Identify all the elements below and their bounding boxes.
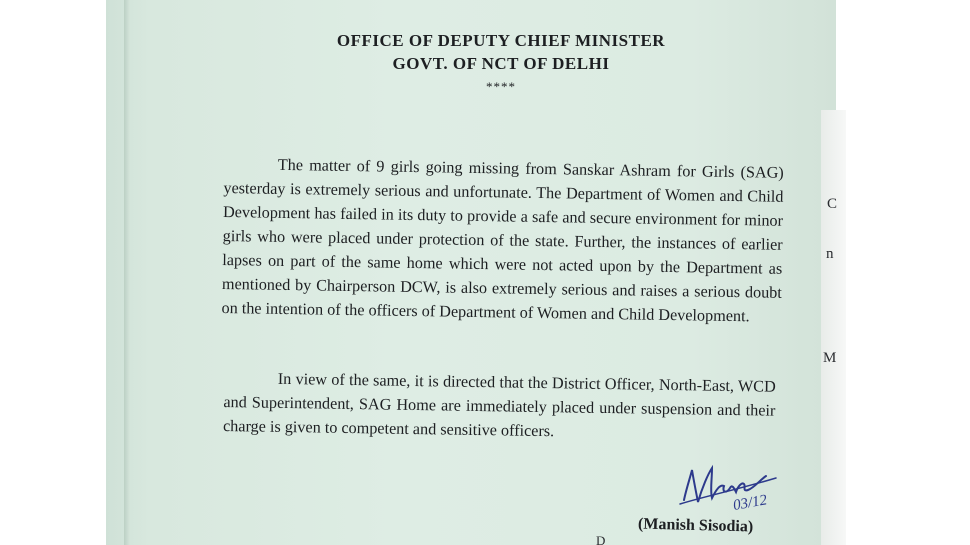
document-photo	[106, 0, 836, 545]
signer-name: (Manish Sisodia)	[637, 515, 754, 536]
body-paragraph-1: The matter of 9 girls going missing from Sanskar Ashram for Girls (SAG) yesterday is extremely serious and unfortunate. The Department of Women and Child Development has failed in its duty to provide a safe and secure environment for minor girls who were placed under protection of the state. Further, the instances of earlier lapses on part of the same home which were not acted upon by the Department as mentioned by Chairperson DCW, is also extremely serious and raises a serious doubt on the intention of the officers of Department of Women and Child Development.	[221, 155, 784, 326]
neighbor-page	[821, 110, 846, 545]
body-paragraph-2: In view of the same, it is directed that the District Officer, North-East, WCD and Superintendent, SAG Home are immediately placed under suspension and their charge is given to competent and sensitive officers.	[222, 369, 776, 441]
letterhead-govt: GOVT. OF NCT OF DELHI	[392, 54, 610, 73]
neighbor-fragment-1: C	[827, 196, 838, 212]
svg-text:03/12: 03/12	[731, 492, 769, 514]
handwritten-signature	[676, 460, 796, 520]
letterhead-divider: ****	[486, 79, 516, 94]
letter	[106, 0, 836, 545]
background-right	[836, 0, 970, 545]
signature-block	[637, 460, 826, 545]
letterhead-office: OFFICE OF DEPUTY CHIEF MINISTER	[336, 31, 666, 50]
designation-partial: D	[596, 533, 606, 545]
neighbor-fragment-3: M	[823, 350, 837, 366]
neighbor-fragment-2: n	[826, 246, 834, 262]
